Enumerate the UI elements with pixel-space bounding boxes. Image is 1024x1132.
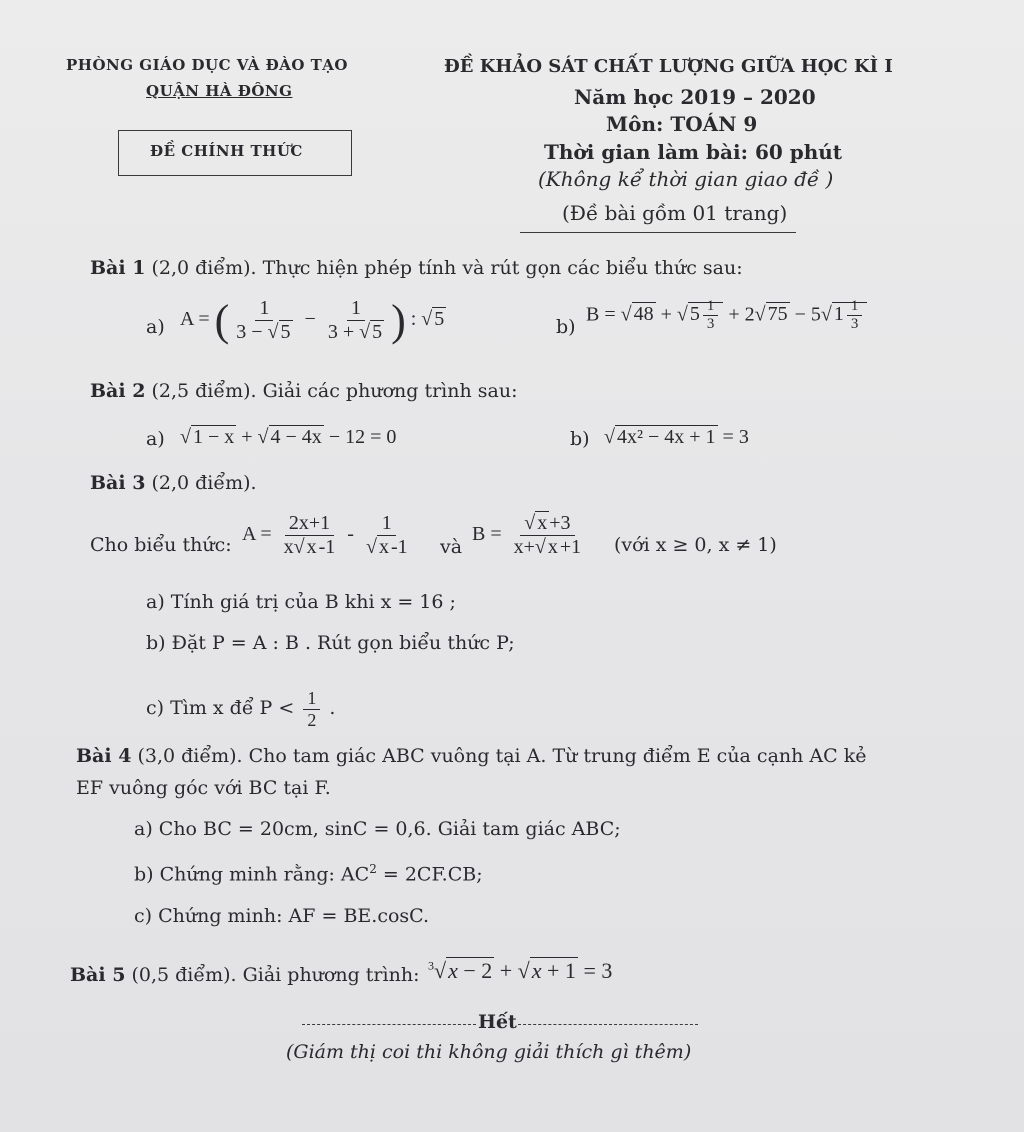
bai4-a: a) Cho BC = 20cm, sinC = 0,6. Giải tam giác ABC; [134,818,621,840]
bai4-b: b) Chứng minh rằng: $AC^2 = 2CF.CB$; [134,862,483,886]
header-divider [520,232,796,233]
bai4-heading: Bài 4 (3,0 điểm). Cho tam giác ABC vuông tại A. Từ trung điểm E của cạnh AC kẻ [76,745,867,767]
page-count: (Đề bài gồm 01 trang) [562,201,788,225]
bai2-b-equation: √ 4x² − 4x + 1 = 3 [604,426,749,448]
bai1-heading: Bài 1 (2,0 điểm). Thực hiện phép tính và rút gọn các biểu thức sau: [90,257,743,279]
bai2-heading: Bài 2 (2,5 điểm). Giải các phương trình sau: [90,380,518,402]
school-year: Năm học 2019 – 2020 [574,85,816,109]
exam-title: ĐỀ KHẢO SÁT CHẤT LƯỢNG GIỮA HỌC KÌ I [444,56,893,77]
bai1-b-expression: B = √ 48 + √ 5 $\frac{1}{3}$ + 2√ 75 − 5√ 1 $\frac{1}{3}$ [586,298,867,334]
bai3-heading: Bài 3 (2,0 điểm). [90,472,257,494]
district-name: QUẬN HÀ ĐÔNG [146,82,293,100]
bai3-and: và [440,536,463,558]
bai5-heading: Bài 5 (0,5 điểm). Giải phương trình: [70,964,420,986]
bai3-expression-a: A = $\frac{2x+1}{x√ x -1}$ - $\frac{1}{√ x -1}$ [242,512,408,558]
footer-dash-right [518,1024,698,1025]
duration: Thời gian làm bài: 60 phút [544,140,843,164]
proctor-note: (Giám thị coi thi không giải thích gì thêm) [286,1041,692,1063]
bai1-a-label: a) [146,316,165,338]
subject: Môn: TOÁN 9 [606,112,758,136]
end-marker: Hết [478,1011,517,1033]
footer-dash-left [302,1024,476,1025]
bai2-a-label: a) [146,428,165,450]
bai3-b: b) Đặt P = A : B . Rút gọn biểu thức P; [146,632,515,654]
bai1-a-expression: A = ( $\frac{1}{3 - √ 5}$ − $\frac{1}{3 + √ 5}$ ) : √ 5 [180,296,445,345]
bai3-intro: Cho biểu thức: [90,534,232,556]
bai1-b-label: b) [556,316,576,338]
official-label: ĐỀ CHÍNH THỨC [150,142,303,160]
bai2-a-equation: √ 1 − x + √ 4 − 4x − 12 = 0 [180,426,397,448]
bai2-b-label: b) [570,428,590,450]
bai3-condition: (với x ≥ 0, x ≠ 1) [614,534,777,556]
department-name: PHÒNG GIÁO DỤC VÀ ĐÀO TẠO [66,56,349,74]
bai5-equation: $^3$√x − 2 + √x + 1 = 3 [428,958,613,983]
bai4-line2: EF vuông góc với BC tại F. [76,777,331,799]
bai4-c: c) Chứng minh: AF = BE.cosC. [134,905,430,927]
bai3-expression-b: B = $\frac{√ x +3}{x+√ x +1}$ [472,512,582,558]
duration-note: (Không kể thời gian giao đề ) [538,167,834,191]
bai3-c: c) Tìm x để P < $\frac{1}{2}$ . [146,688,336,730]
bai3-a: a) Tính giá trị của B khi x = 16 ; [146,591,456,613]
